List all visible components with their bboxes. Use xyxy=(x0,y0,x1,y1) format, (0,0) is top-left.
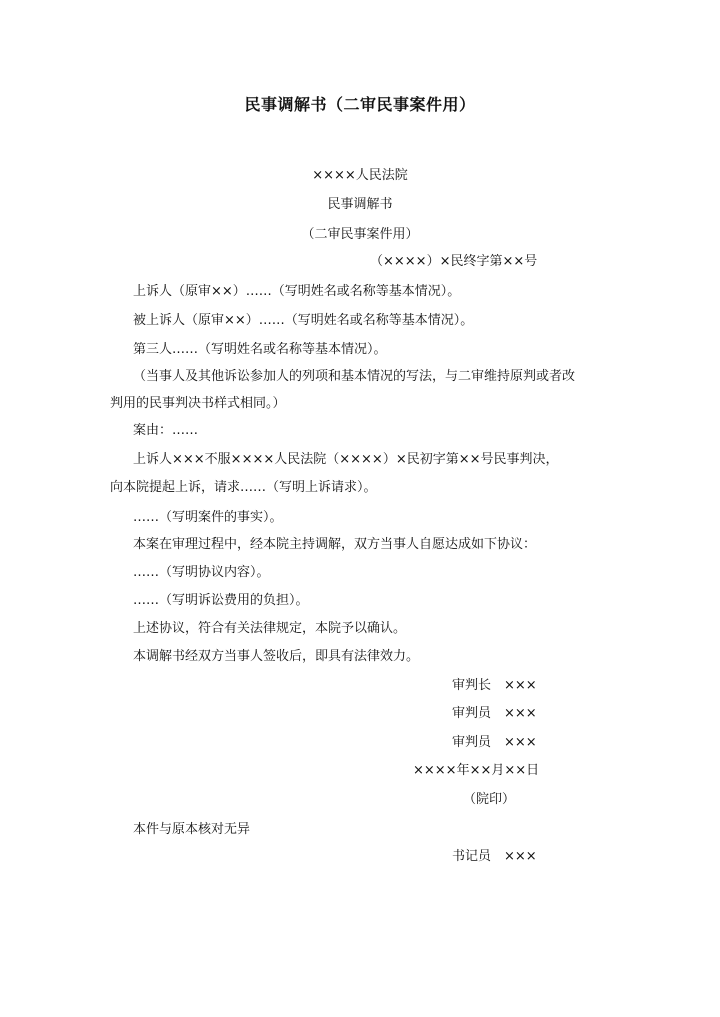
signature-role: 审判员 xyxy=(452,735,492,750)
signature-name: ××× xyxy=(504,735,537,750)
signature-chief-judge xyxy=(452,678,537,694)
court-seal: （院印） xyxy=(463,792,516,807)
legal-effect: 本调解书经双方当事人签收后，即具有法律效力。 xyxy=(133,649,420,664)
court-name: ××××人民法院 xyxy=(312,168,408,183)
costs-allocation: ……（写明诉讼费用的负担）。 xyxy=(133,593,309,608)
document-name: 民事调解书 xyxy=(327,197,393,212)
case-cause: 案由：…… xyxy=(133,423,199,438)
signature-judge-2 xyxy=(452,735,537,751)
case-number: （××××）×民终字第××号 xyxy=(370,254,538,269)
court-confirmation: 上述协议，符合有关法律规定，本院予以确认。 xyxy=(133,621,407,636)
party-third: 第三人……（写明姓名或名称等基本情况）。 xyxy=(133,342,387,357)
signature-role: 审判员 xyxy=(452,706,492,721)
signature-role: 书记员 xyxy=(452,849,492,864)
parties-note-line2: 判用的民事判决书样式相同。） xyxy=(110,396,286,411)
agreement-content: ……（写明协议内容）。 xyxy=(133,565,270,580)
document-type: （二审民事案件用） xyxy=(301,227,419,242)
verification-note: 本件与原本核对无异 xyxy=(133,822,251,837)
signature-judge-1 xyxy=(452,706,537,722)
signature-name: ××× xyxy=(504,678,537,693)
document-title: 民事调解书（二审民事案件用） xyxy=(244,95,476,114)
party-appellee: 被上诉人（原审××）……（写明姓名或名称等基本情况）。 xyxy=(133,313,474,328)
signature-clerk xyxy=(452,849,537,865)
parties-note-line1: （当事人及其他诉讼参加人的列项和基本情况的写法，与二审维持原判或者改 xyxy=(133,369,576,384)
signature-role: 审判长 xyxy=(452,678,492,693)
appeal-line2: 向本院提起上诉，请求……（写明上诉请求）。 xyxy=(110,480,377,495)
judgment-date: ××××年××月××日 xyxy=(413,763,540,778)
signature-name: ××× xyxy=(504,849,537,864)
party-appellant: 上诉人（原审××）……（写明姓名或名称等基本情况）。 xyxy=(133,284,461,299)
appeal-line1: 上诉人×××不服××××人民法院（××××）×民初字第××号民事判决， xyxy=(133,452,559,467)
signature-name: ××× xyxy=(504,706,537,721)
case-facts: ……（写明案件的事实）。 xyxy=(133,510,283,525)
mediation-statement: 本案在审理过程中，经本院主持调解，双方当事人自愿达成如下协议： xyxy=(133,537,537,552)
